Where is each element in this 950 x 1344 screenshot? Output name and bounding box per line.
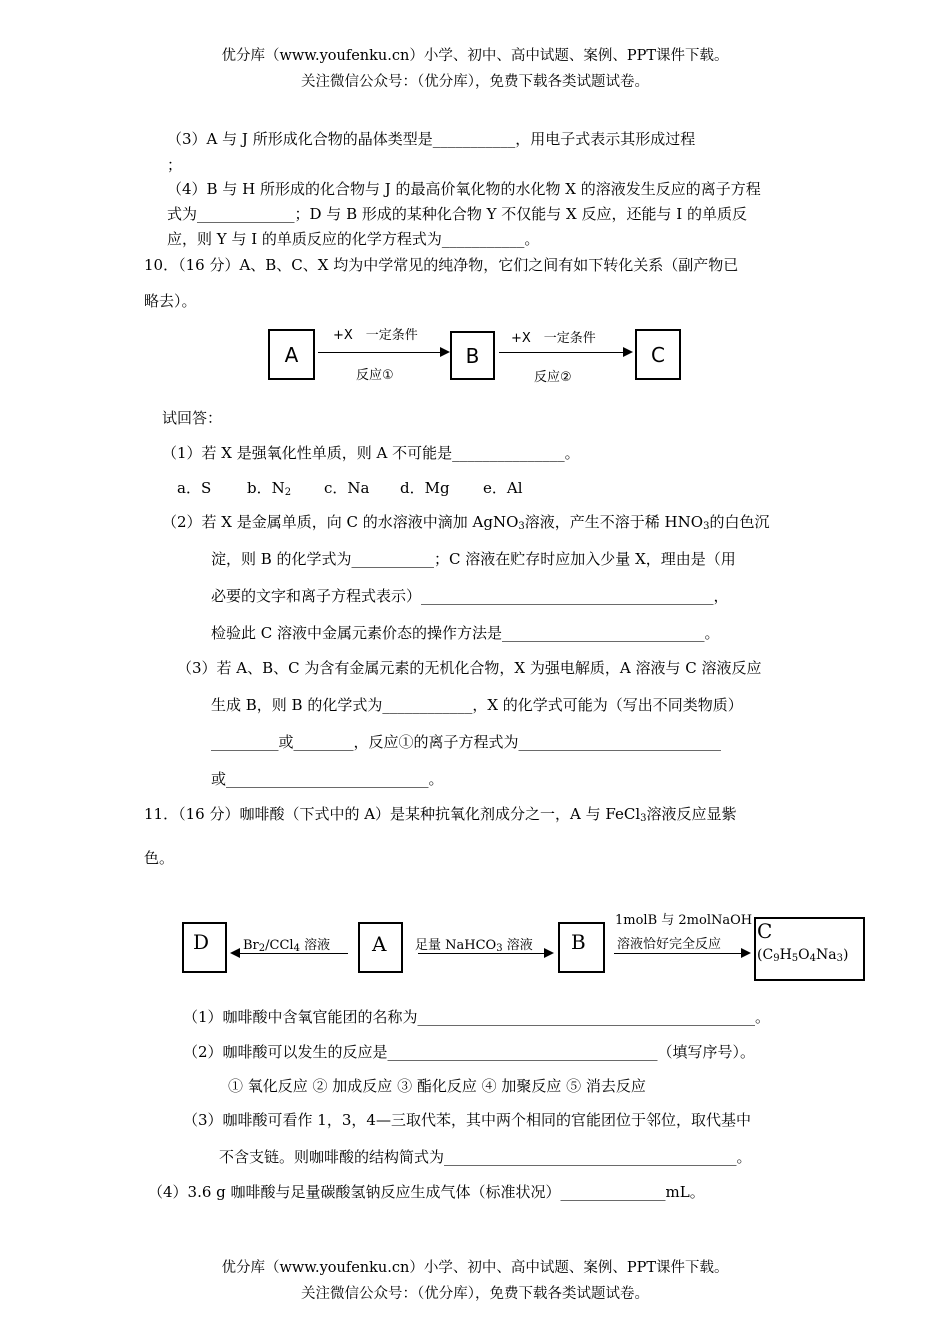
q10-option-e: e．Al xyxy=(483,479,523,497)
q11-arrow-right-bottom-label: 溶液恰好完全反应 xyxy=(617,937,722,952)
q11-part4: （4）3.6 g 咖啡酸与足量碳酸氢钠反应生成气体（标准状况）______________mL。 xyxy=(148,1183,705,1201)
q10-box-c: C xyxy=(635,329,681,380)
q10-option-d: d．Mg xyxy=(400,479,450,497)
q10-prompt: 试回答： xyxy=(162,409,223,427)
q9-part4-line3: 应，则 Y 与 I 的单质反应的化学方程式为___________。 xyxy=(167,230,540,248)
q9-part3: （3）A 与 J 所形成化合物的晶体类型是___________，用电子式表示其形成过程 xyxy=(167,130,696,148)
q10-part2-line3: 必要的文字和离子方程式表示）_______________________________________， xyxy=(211,587,729,605)
q10-option-c: c．Na xyxy=(324,479,370,497)
q11-part1: （1）咖啡酸中含氧官能团的名称为_____________________________________________。 xyxy=(183,1008,771,1026)
q11-box-c: C $(C_9H_5O_4Na_3)$ xyxy=(754,917,865,981)
q11-stem-line2: 色。 xyxy=(144,849,175,867)
q11-choices: ① 氧化反应 ② 加成反应 ③ 酯化反应 ④ 加聚反应 ⑤ 消去反应 xyxy=(228,1077,646,1095)
q11-arrow-left-head xyxy=(230,948,240,958)
q11-box-b: B xyxy=(558,922,605,973)
q11-box-a: A xyxy=(358,922,403,973)
q11-part3-line1: （3）咖啡酸可看作 1，3，4—三取代苯，其中两个相同的官能团位于邻位，取代基中 xyxy=(183,1111,751,1129)
q11-box-d: D xyxy=(182,922,227,973)
q10-part2-line2: 淀，则 B 的化学式为___________；C 溶液在贮存时应加入少量 X，理由是（用 xyxy=(211,550,736,568)
q11-part3-line2: 不含支链。则咖啡酸的结构简式为_______________________________________。 xyxy=(219,1148,752,1166)
q10-box-b: B xyxy=(450,331,495,380)
q10-part3-line1: （3）若 A、B、C 为含有金属元素的无机化合物，X 为强电解质，A 溶液与 C 溶液反应 xyxy=(177,659,762,677)
q10-arrow2-bottom-label: 反应② xyxy=(534,370,572,385)
q11-part2: （2）咖啡酸可以发生的反应是____________________________________（填写序号）。 xyxy=(183,1043,756,1061)
q10-part3-line4: 或___________________________。 xyxy=(211,770,444,788)
q10-part2-line1: （2）若 X 是金属单质，向 C 的水溶液中滴加 AgNO$_3$溶液，产生不溶于稀 $HNO_3$的白色沉 xyxy=(162,513,770,532)
q10-part3-line3: _________或________，反应①的离子方程式为___________________________ xyxy=(211,733,722,751)
q10-option-b: b．$N_2$ xyxy=(247,479,292,498)
q10-part1: （1）若 X 是强氧化性单质，则 A 不可能是_______________。 xyxy=(162,444,580,462)
q10-arrow1-top-label: +X 一定条件 xyxy=(333,328,418,343)
q10-option-a: a．S xyxy=(177,479,212,497)
q10-arrow1-bottom-label: 反应① xyxy=(356,368,394,383)
q10-arrow2-head xyxy=(623,347,633,357)
q10-arrow1-line xyxy=(318,352,440,353)
q11-arrow-right-top-label: 1molB 与 2molNaOH xyxy=(615,913,753,928)
q11-arrow-right-line xyxy=(614,953,741,954)
q11-arrow-mid-head xyxy=(544,948,554,958)
page-footer-line2: 关注微信公众号：（优分库），免费下载各类试题试卷。 xyxy=(301,1286,649,1302)
page-header-line2: 关注微信公众号：（优分库），免费下载各类试题试卷。 xyxy=(301,74,649,90)
q11-arrow-mid-label: 足量 NaHCO$_3$ 溶液 xyxy=(415,938,533,954)
q10-arrow1-head xyxy=(440,347,450,357)
q11-box-c-formula: $(C_9H_5O_4Na_3)$ xyxy=(757,947,849,964)
page-footer-line1: 优分库（www.youfenku.cn）小学、初中、高中试题、案例、PPT课件下载。 xyxy=(221,1260,729,1276)
q10-stem-line2: 略去）。 xyxy=(144,292,197,310)
q10-box-a: A xyxy=(268,329,315,380)
q10-part2-line4: 检验此 C 溶液中金属元素价态的操作方法是___________________________。 xyxy=(211,624,720,642)
q11-arrow-right-head xyxy=(741,948,751,958)
q10-stem-line1: 10．（16 分）A、B、C、X 均为中学常见的纯净物，它们之间有如下转化关系（副产物已 xyxy=(144,256,739,274)
q9-part4-line1: （4）B 与 H 所形成的化合物与 J 的最高价氧化物的水化物 X 的溶液发生反应的离子方程 xyxy=(167,180,761,198)
q11-stem-line1: 11．（16 分）咖啡酸（下式中的 A）是某种抗氧化剂成分之一，A 与 FeCl$_3$溶液反应显紫 xyxy=(144,805,737,824)
page-header-line1: 优分库（www.youfenku.cn）小学、初中、高中试题、案例、PPT课件下载。 xyxy=(221,48,729,64)
q9-part3-end: ； xyxy=(167,156,183,174)
q10-arrow2-line xyxy=(499,352,623,353)
q10-arrow2-top-label: +X 一定条件 xyxy=(511,331,596,346)
q11-arrow-left-label: $Br_2/CCl_4$ 溶液 xyxy=(243,938,331,954)
q9-part4-line2: 式为_____________；D 与 B 形成的某种化合物 Y 不仅能与 X 反应，还能与 I 的单质反 xyxy=(167,205,747,223)
q10-part3-line2: 生成 B，则 B 的化学式为____________，X 的化学式可能为（写出不同类物质） xyxy=(211,696,743,714)
